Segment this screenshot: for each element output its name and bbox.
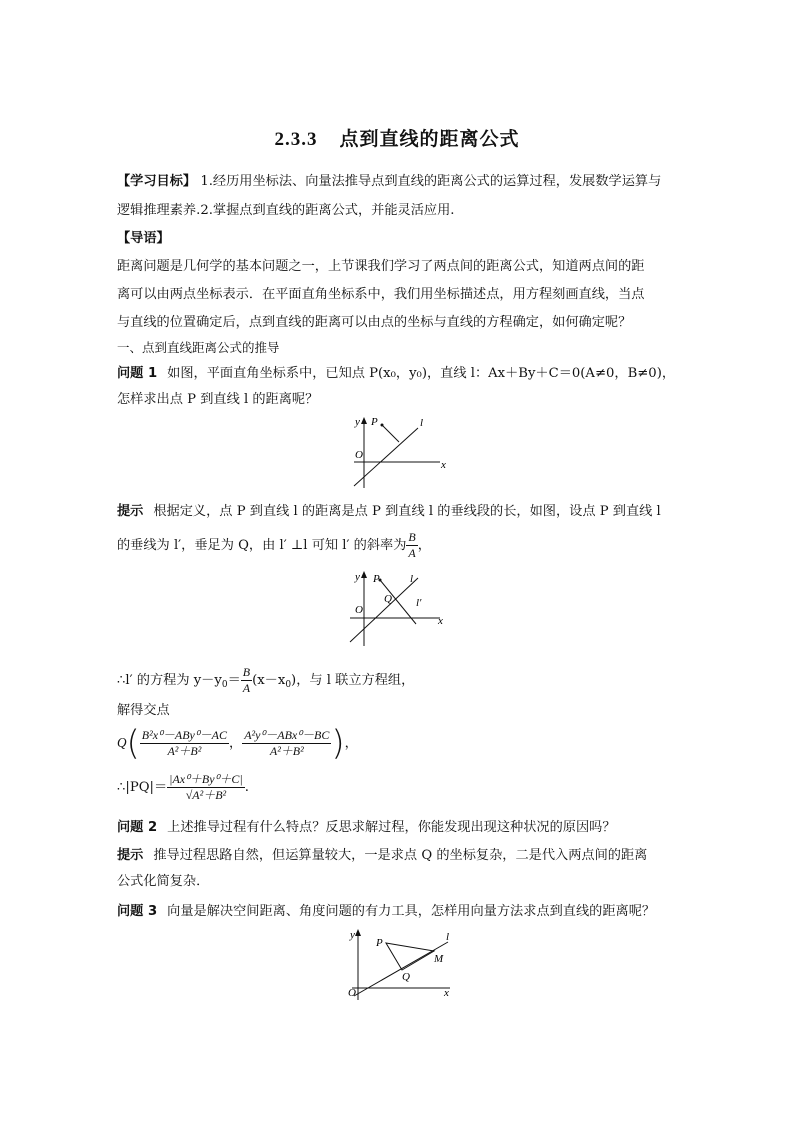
label-y: y — [355, 416, 360, 428]
label-l-prime: l′ — [416, 597, 422, 609]
label-y: y — [350, 929, 355, 941]
equation-numerator: B — [242, 665, 251, 679]
label-x: x — [441, 459, 446, 471]
label-o: O — [355, 604, 363, 616]
figure-1 — [340, 414, 450, 494]
label-x: x — [438, 615, 443, 627]
question-2-text: 上述推导过程有什么特点？反思求解过程，你能发现出现这种状况的原因吗？ — [167, 820, 616, 835]
intro-line-3: 与直线的位置确定后，点到直线的距离可以由点的坐标与直线的方程确定，如何确定呢？ — [117, 315, 632, 330]
left-paren: ( — [126, 723, 140, 764]
equation-prefix: ∴l′ 的方程为 y－y — [117, 673, 222, 688]
equation-equals: ＝ — [227, 673, 241, 688]
triangle-pqm — [386, 943, 434, 970]
hint-2-line-2: 公式化简复杂． — [117, 874, 210, 889]
section-heading: 一、点到直线距离公式的推导 — [117, 340, 280, 355]
equation-tail: (x－x — [252, 673, 286, 688]
objectives-text-1: 1.经历用坐标法、向量法推导点到直线的距离公式的运算过程，发展数学运算与 — [200, 174, 662, 189]
equation-sub: 0 — [221, 680, 228, 690]
objectives-line-2: 逻辑推理素养.2.掌握点到直线的距离公式，并能灵活应用. — [117, 203, 455, 218]
label-o: O — [348, 987, 356, 999]
perpendicular — [382, 425, 399, 442]
slope-fraction — [406, 530, 417, 561]
pq-end: . — [244, 780, 249, 795]
q-x-numerator: B²x⁰－ABy⁰－AC — [141, 728, 227, 742]
hint-1-end: ， — [417, 538, 431, 553]
right-paren: ) — [331, 723, 345, 764]
hint-1-label: 提示 — [117, 504, 144, 519]
page-title — [0, 124, 794, 151]
intro-line-2: 离可以由两点坐标表示．在平面直角坐标系中，我们用坐标描述点，用方程刻画直线，当点 — [117, 287, 645, 302]
hint-1-line-1 — [117, 504, 661, 520]
question-3-label: 问题 3 — [117, 904, 158, 919]
q-y-fraction — [242, 728, 331, 759]
q-separator: ， — [229, 736, 243, 751]
label-p: P — [371, 416, 378, 428]
question-3 — [117, 904, 655, 920]
q-end: ， — [344, 736, 358, 751]
objectives-tag: 【学习目标】 — [117, 174, 197, 189]
question-1-text-1: 如图，平面直角坐标系中，已知点 P(x₀，y₀)，直线 l：Ax＋By＋C＝0(A≠0，B≠0)， — [167, 366, 676, 381]
question-2 — [117, 820, 616, 836]
pq-prefix: ∴|PQ|＝ — [117, 780, 168, 795]
q-y-numerator: A²y⁰－ABx⁰－BC — [244, 728, 330, 742]
objectives-line-1 — [117, 174, 661, 190]
equation-fraction — [241, 665, 252, 696]
pq-denominator: √A²＋B² — [185, 788, 227, 802]
label-m: M — [434, 953, 444, 965]
question-1-line-2: 怎样求出点 P 到直线 l 的距离呢？ — [117, 392, 319, 407]
label-q: Q — [384, 593, 392, 605]
hint-1-text-2: 的垂线为 l′，垂足为 Q，由 l′ ⊥l 可知 l′ 的斜率为 — [117, 538, 407, 553]
label-l: l — [410, 573, 414, 585]
point-q-formula — [117, 723, 358, 764]
label-p: P — [373, 573, 380, 585]
label-p: P — [376, 937, 383, 949]
slope-numerator: B — [408, 530, 416, 544]
point-q-letter: Q — [117, 735, 127, 750]
section-number: 2.3.3 — [274, 129, 318, 150]
equation-tail-sub: 0 — [285, 680, 292, 690]
equation-denominator: A — [242, 681, 251, 695]
pq-numerator: |Ax⁰＋By⁰＋C| — [169, 772, 243, 786]
q-x-fraction — [140, 728, 229, 759]
question-1-label: 问题 1 — [117, 366, 158, 381]
q-x-denominator: A²＋B² — [167, 744, 202, 758]
hint-2-line-1 — [117, 848, 647, 864]
question-2-label: 问题 2 — [117, 820, 158, 835]
figure-3 — [340, 926, 460, 1002]
y-arrow — [361, 417, 367, 424]
q-y-denominator: A²＋B² — [269, 744, 304, 758]
figure-2 — [340, 568, 450, 648]
label-l: l — [446, 931, 450, 943]
pq-formula — [117, 772, 249, 803]
label-l: l — [420, 417, 424, 429]
intro-tag: 【导语】 — [117, 231, 170, 246]
slope-denominator: A — [408, 546, 416, 560]
label-x: x — [444, 987, 449, 999]
label-y: y — [355, 571, 360, 583]
l-prime-equation — [117, 665, 414, 696]
pq-fraction — [167, 772, 245, 803]
hint-1-text-1: 根据定义，点 P 到直线 l 的距离是点 P 到直线 l 的垂线段的长，如图，设点 P 到直线 l — [153, 504, 661, 519]
label-o: O — [355, 449, 363, 461]
hint-1-line-2 — [117, 530, 431, 561]
solve-text: 解得交点 — [117, 703, 170, 718]
question-1-line-1 — [117, 366, 675, 382]
hint-2-label: 提示 — [117, 848, 144, 863]
y-arrow — [361, 571, 367, 578]
point-p — [381, 424, 384, 427]
hint-2-text-1: 推导过程思路自然，但运算量较大，一是求点 Q 的坐标复杂，二是代入两点间的距离 — [153, 848, 648, 863]
equation-tail-2: )，与 l 联立方程组， — [291, 673, 415, 688]
intro-line-1: 距离问题是几何学的基本问题之一，上节课我们学习了两点间的距离公式，知道两点间的距 — [117, 259, 645, 274]
question-3-text: 向量是解决空间距离、角度问题的有力工具，怎样用向量方法求点到直线的距离呢？ — [167, 904, 656, 919]
label-q: Q — [402, 971, 410, 983]
section-title: 点到直线的距离公式 — [339, 128, 520, 150]
y-arrow — [355, 929, 361, 936]
